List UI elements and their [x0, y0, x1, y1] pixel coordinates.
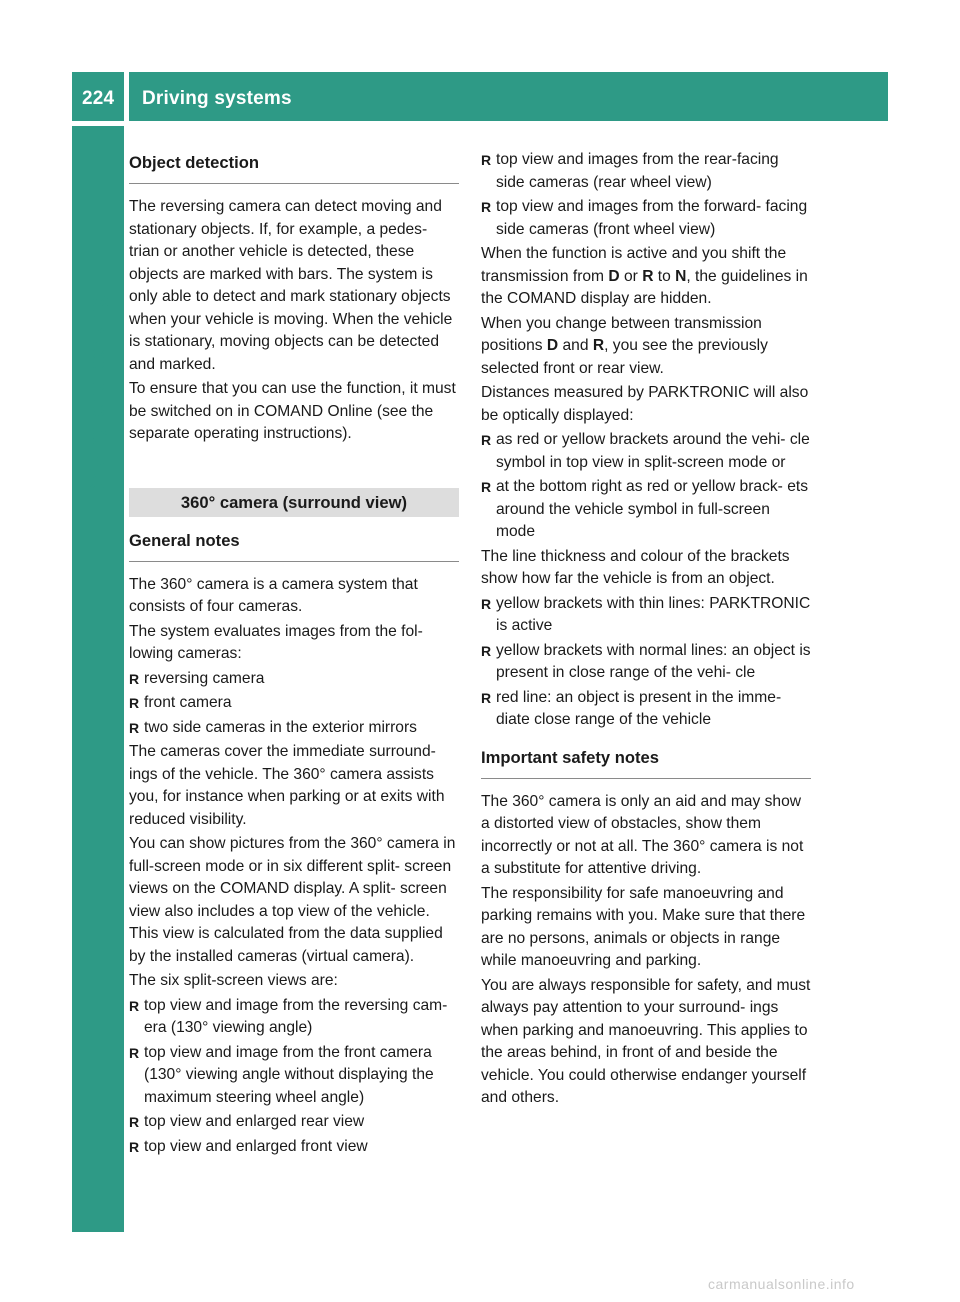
paragraph: The system evaluates images from the fol- lowing cameras:: [129, 622, 423, 662]
gear-d: D: [546, 337, 559, 354]
camera-section-title: 360° camera (surround view): [129, 488, 459, 517]
paragraph: The cameras cover the immediate surround- ings of the vehicle. The 360° camera assists you, for instance when parking or at exits with reduced visibility.: [129, 743, 445, 828]
section-title: Driving systems: [142, 88, 292, 109]
gear-d: D: [608, 267, 620, 285]
general-notes-heading-block: [129, 529, 459, 562]
list-item: R top view and images from the rear-facing side cameras (rear wheel view): [481, 149, 811, 194]
object-detection-heading-block: [129, 149, 459, 184]
paragraph: The six split-screen views are:: [129, 972, 338, 989]
list-item: R as red or yellow brackets around the vehi- cle symbol in top view in split-screen mode or: [481, 429, 811, 474]
list-item: R two side cameras in the exterior mirrors: [129, 717, 459, 740]
list-item: R red line: an object is present in the imme- diate close range of the vehicle: [481, 687, 811, 732]
list-item: R yellow brackets with normal lines: an object is present in close range of the vehi- cle: [481, 640, 811, 685]
list-item: R top view and image from the reversing cam- era (130° viewing angle): [129, 995, 459, 1040]
list-item: R reversing camera: [129, 668, 459, 691]
gear-r: R: [592, 337, 605, 354]
list-item: R front camera: [129, 692, 459, 715]
safety-heading-block: [481, 746, 811, 779]
list-item: R top view and enlarged front view: [129, 1136, 459, 1159]
camera-list: [129, 668, 459, 740]
watermark: carmanualsonline.info: [708, 1276, 855, 1292]
paragraph: The reversing camera can detect moving and stationary objects. If, for example, a pedes- trian or another vehicle is detected, these objects are marked with bars. The system is only able to detect and mark stationary objects when your vehicle is moving. When the vehicle is stationary, moving objects can be detected and marked.: [129, 198, 453, 373]
general-notes-heading: General notes: [129, 530, 240, 550]
gear-r: R: [642, 267, 654, 285]
side-tab: [72, 126, 124, 1232]
paragraph: You are always responsible for safety, and must always pay attention to your surround- ings when parking and manoeuvring. This applies to the areas behind, in front of and beside the vehicle. You could otherwise endanger yourself and others.: [481, 976, 811, 1106]
shift-paragraph: When the function is active and you shift the transmission from D or R to N, the guidelines in the COMAND display are hidden.: [481, 245, 808, 307]
list-item: R yellow brackets with thin lines: PARKTRONIC is active: [481, 593, 811, 638]
paragraph: You can show pictures from the 360° camera in full-screen mode or in six different split- screen views on the COMAND display. A split- screen view also includes a top view of the vehicle. This view is calculated from the data supplied by the installed cameras (virtual camera).: [129, 835, 456, 965]
paragraph: The responsibility for safe manoeuvring and parking remains with you. Make sure that there are no persons, animals or objects in range while manoeuvring and parking.: [481, 884, 806, 969]
side-tab-label: Driving and parking: [86, 294, 109, 498]
paragraph: The 360° camera is a camera system that consists of four cameras.: [129, 575, 418, 615]
list-item: R top view and images from the forward- facing side cameras (front wheel view): [481, 196, 811, 241]
list-item: R top view and image from the front camera (130° viewing angle without displaying the maximum steering wheel angle): [129, 1042, 459, 1110]
list-item: R at the bottom right as red or yellow brack- ets around the vehicle symbol in full-screen mode: [481, 476, 811, 544]
bracket-list: [481, 593, 811, 732]
object-detection-heading: Object detection: [129, 153, 260, 172]
change-paragraph: When you change between transmission positions D and R, you see the previously selected front or rear view.: [481, 314, 768, 377]
right-column: [481, 149, 811, 1112]
page-number: 224: [82, 88, 115, 109]
paragraph: The 360° camera is only an aid and may show a distorted view of obstacles, show them incorrectly or not at all. The 360° camera is not a substitute for attentive driving.: [481, 792, 804, 877]
split-view-list-continued: [481, 149, 811, 241]
paragraph: To ensure that you can use the function, it must be switched on in COMAND Online (see the separate operating instructions).: [129, 380, 456, 442]
safety-heading: Important safety notes: [481, 747, 659, 767]
gear-n: N: [675, 267, 687, 285]
display-list: [481, 429, 811, 544]
paragraph: Distances measured by PARKTRONIC will also be optically displayed:: [481, 384, 809, 424]
left-column: [129, 149, 459, 1160]
split-view-list: [129, 995, 459, 1159]
paragraph: The line thickness and colour of the brackets show how far the vehicle is from an object.: [481, 547, 790, 587]
list-item: R top view and enlarged rear view: [129, 1111, 459, 1134]
